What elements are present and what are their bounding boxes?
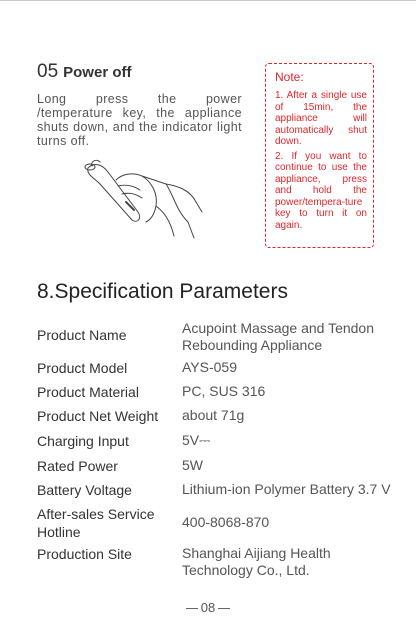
spec-value: Lithium-ion Polymer Battery 3.7 V xyxy=(182,481,391,497)
spec-label: Rated Power xyxy=(37,458,118,474)
spec-label: Production Site xyxy=(37,546,132,562)
section-title: 8.Specification Parameters xyxy=(37,280,288,303)
spec-label: Charging Input xyxy=(37,433,129,449)
spec-label: Product Model xyxy=(37,360,128,376)
spec-value: AYS-059 xyxy=(182,359,237,375)
spec-value: 400-8068-870 xyxy=(182,514,270,530)
page-number xyxy=(0,600,416,615)
page-number-text: 08 xyxy=(200,600,216,615)
spec-label: Product Net Weight xyxy=(37,408,159,424)
top-divider xyxy=(0,0,416,1)
note-box xyxy=(265,63,374,248)
spec-value: Acupoint Massage and Tendon Rebounding Appliance xyxy=(182,320,374,353)
power-off-description: Long press the power /temperature key, the appliance shuts down, and the indicator light turns off. xyxy=(37,92,242,148)
spec-label: Product Name xyxy=(37,327,127,343)
spec-value: PC, SUS 316 xyxy=(182,383,266,399)
spec-value: Shanghai Aijiang Health Technology Co., Ltd. xyxy=(182,545,331,578)
spec-value: 5V⎓ xyxy=(182,432,211,448)
note-item-1: 1. After a single use of 15min, the appliance will automatically shut down. xyxy=(275,90,367,147)
note-title: Note: xyxy=(275,70,304,84)
hand-holding-device-illustration xyxy=(78,150,208,245)
spec-value: 5W xyxy=(182,457,203,473)
spec-label: Battery Voltage xyxy=(37,482,132,498)
note-item-2: 2. If you want to continue to use the appliance, press and hold the power/tempera-ture key to turn it on again. xyxy=(275,150,367,231)
step-number: 05 xyxy=(37,61,59,82)
step-title: Power off xyxy=(63,64,132,81)
page-number-dash-right xyxy=(218,608,230,609)
spec-label: After-sales Service Hotline xyxy=(37,506,155,540)
page-number-dash-left xyxy=(186,608,198,609)
spec-value: about 71g xyxy=(182,407,245,423)
spec-label: Product Material xyxy=(37,384,139,400)
power-off-heading xyxy=(37,61,131,83)
